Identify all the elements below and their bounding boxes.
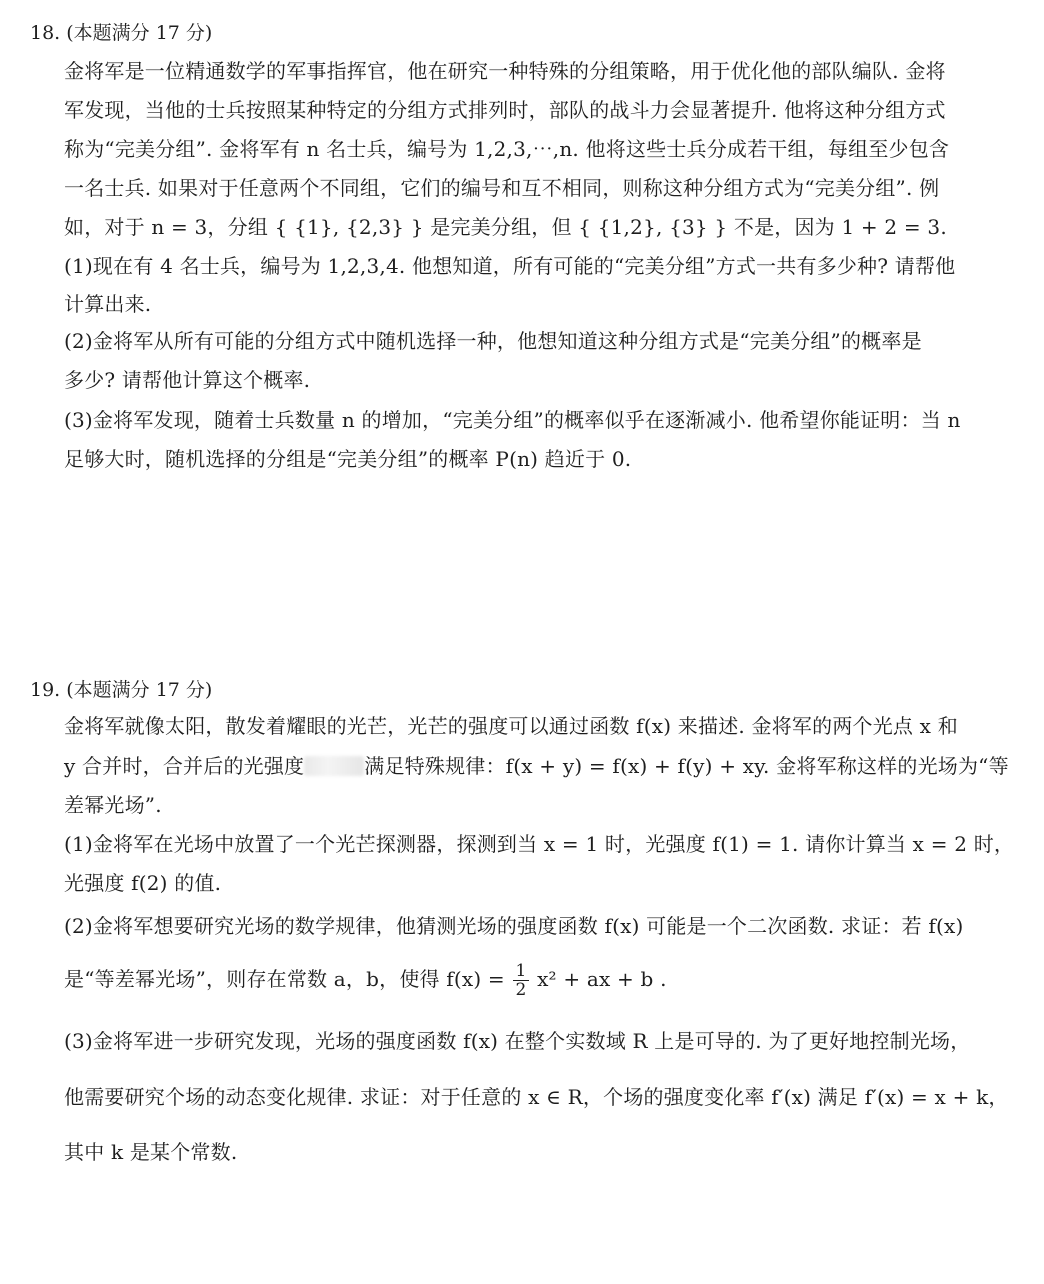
- fraction-denominator: 2: [515, 980, 527, 1000]
- q19-part1-line-2: 光强度 f(2) 的值.: [64, 871, 222, 895]
- q19-part3-line-3: 其中 k 是某个常数.: [64, 1140, 238, 1164]
- q18-header: 18. (本题满分 17 分): [30, 22, 213, 44]
- q18-part3-line-2: 足够大时，随机选择的分组是“完美分组”的概率 P(n) 趋近于 0.: [64, 447, 632, 471]
- q18-part3-line-1: (3)金将军发现，随着士兵数量 n 的增加，“完美分组”的概率似乎在逐渐减小. 他希望你能证明：当 n: [64, 408, 961, 432]
- q18-part1-line-1: (1)现在有 4 名士兵，编号为 1,2,3,4. 他想知道，所有可能的“完美分组”方式一共有多少种? 请帮他: [64, 254, 956, 278]
- q18-line-4: 一名士兵. 如果对于任意两个不同组，它们的编号和互不相同，则称这种分组方式为“完美分组”. 例: [64, 176, 940, 200]
- q19-part1-line-1: (1)金将军在光场中放置了一个光芒探测器，探测到当 x = 1 时，光强度 f(1) = 1. 请你计算当 x = 2 时，: [64, 832, 1015, 856]
- fraction-numerator: 1: [515, 961, 527, 981]
- q19-line-1: 金将军就像太阳，散发着耀眼的光芒，光芒的强度可以通过函数 f(x) 来描述. 金将军的两个光点 x 和: [64, 714, 958, 738]
- one-half-fraction: [513, 962, 528, 999]
- q19-part2-line-1: (2)金将军想要研究光场的数学规律，他猜测光场的强度函数 f(x) 可能是一个二次函数. 求证：若 f(x): [64, 914, 964, 938]
- q19-line-2: [64, 751, 1009, 781]
- q19-line-2-end: 满足特殊规律：f(x + y) = f(x) + f(y) + xy. 金将军称这样的光场为“等: [364, 754, 1009, 778]
- q19-part2-formula: x² + ax + b .: [537, 967, 667, 991]
- q19-part3-line-2: 他需要研究个场的动态变化规律. 求证：对于任意的 x ∈ R，个场的强度变化率 f′(x) 满足 f′(x) = x + k，: [64, 1085, 1009, 1109]
- q18-line-1: 金将军是一位精通数学的军事指挥官，他在研究一种特殊的分组策略，用于优化他的部队编队. 金将: [64, 59, 946, 83]
- q18-part2-line-1: (2)金将军从所有可能的分组方式中随机选择一种，他想知道这种分组方式是“完美分组”的概率是: [64, 329, 922, 353]
- q19-part3-line-1: (3)金将军进一步研究发现，光场的强度函数 f(x) 在整个实数域 R 上是可导的. 为了更好地控制光场，: [64, 1029, 971, 1053]
- blurred-text-region: [304, 756, 364, 776]
- q18-part2-line-2: 多少? 请帮他计算这个概率.: [64, 368, 311, 392]
- q19-header: 19. (本题满分 17 分): [30, 679, 213, 701]
- q19-part2-line-2: [64, 962, 667, 999]
- q18-part1-line-2: 计算出来.: [64, 292, 152, 316]
- q18-line-3: 称为“完美分组”. 金将军有 n 名士兵，编号为 1,2,3,⋯,n. 他将这些士兵分成若干组，每组至少包含: [64, 137, 950, 161]
- q19-line-3: 差幂光场”.: [64, 793, 162, 817]
- q19-part2-text: 是“等差幂光场”，则存在常数 a，b，使得 f(x) =: [64, 967, 505, 991]
- q19-line-2-start: y 合并时，合并后的光强度: [64, 754, 305, 778]
- q18-line-5: 如，对于 n = 3，分组 { {1}, {2,3} } 是完美分组，但 { {1,2}, {3} } 不是，因为 1 + 2 = 3.: [64, 215, 947, 239]
- q18-line-2: 军发现，当他的士兵按照某种特定的分组方式排列时，部队的战斗力会显著提升. 他将这种分组方式: [64, 98, 946, 122]
